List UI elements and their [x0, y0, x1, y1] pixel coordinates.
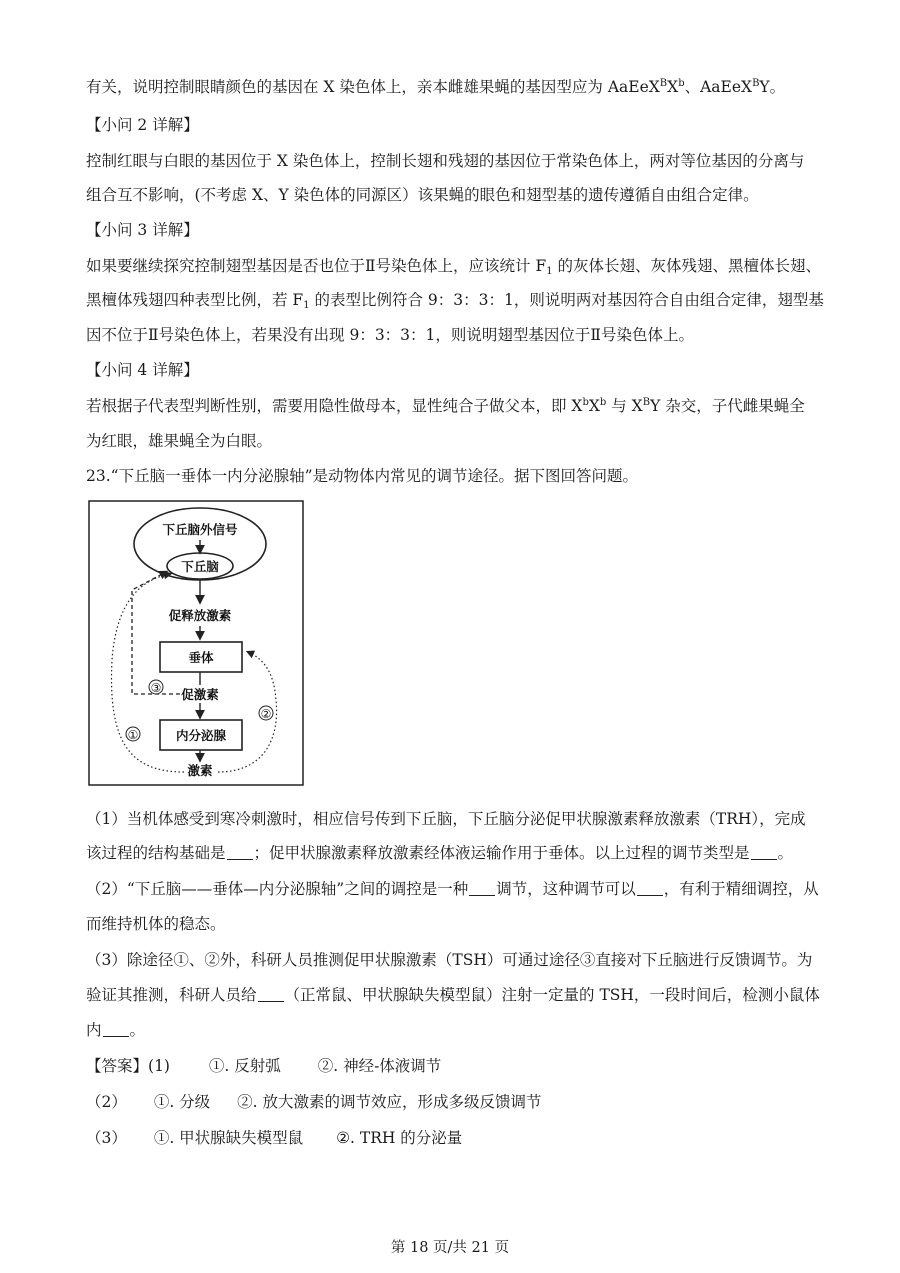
section-heading: 【小问 2 详解】 [86, 116, 199, 134]
answer-blank [258, 987, 284, 1002]
text-line: 组合互不影响，(不考虑 X、Y 染色体的同源区）该果蝇的眼色和翅型基的遗传遵循自由组合定律。 [86, 186, 759, 204]
subquestion-2: （2）“下丘脑——垂体—内分泌腺轴”之间的调控是一种 调节，这种调节可以 ，有利于精细调控，从 [86, 880, 819, 898]
gland-label: 内分泌腺 [175, 728, 227, 743]
answer-blank [227, 845, 253, 860]
hpa-axis-diagram [88, 500, 306, 788]
page-footer: 第 18 页/共 21 页 [390, 1240, 510, 1256]
answer-row-2: （2） ①. 分级 ②. 放大激素的调节效应，形成多级反馈调节 [86, 1093, 542, 1111]
outer-signal-label: 下丘脑外信号 [162, 522, 238, 537]
subquestion-1: （1）当机体感受到寒冷刺激时，相应信号传到下丘脑，下丘脑分泌促甲状腺激素释放激素（TRH），完成 [86, 810, 806, 828]
answer-blank [469, 881, 495, 896]
answer-blank [637, 881, 663, 896]
section-heading: 【小问 3 详解】 [86, 221, 199, 239]
path1-label: ① [127, 728, 139, 742]
answer-row-1: 【答案】(1) ①. 反射弧 ②. 神经-体液调节 [86, 1057, 442, 1075]
question-23: 23.“下丘脑一垂体一内分泌腺轴”是动物体内常见的调节途径。据下图回答问题。 [86, 467, 639, 485]
subquestion-1-cont: 该过程的结构基础是 ；促甲状腺激素释放激素经体液运输作用于垂体。以上过程的调节类型是 。 [86, 844, 794, 862]
path2-label: ② [260, 707, 272, 721]
section-heading: 【小问 4 详解】 [86, 361, 199, 379]
text-line: 控制红眼与白眼的基因位于 X 染色体上，控制长翅和残翅的基因位于常染色体上，两对等位基因的分离与 [86, 152, 805, 170]
answer-row-3: （3） ①. 甲状腺缺失模型鼠 ②. TRH 的分泌量 [86, 1129, 463, 1147]
subquestion-3-cont: 验证其推测，科研人员给 （正常鼠、甲状腺缺失模型鼠）注射一定量的 TSH，一段时间后，检测小鼠体 [86, 986, 820, 1004]
tropic-hormone-label: 促激素 [181, 687, 219, 702]
answer-blank [103, 1022, 129, 1037]
text-line: 因不位于Ⅱ号染色体上，若果没有出现 9：3：3：1，则说明翅型基因位于Ⅱ号染色体上。 [86, 326, 694, 344]
text-line: 若根据子代表型判断性别，需要用隐性做母本，显性纯合子做父本，即 $X^bX^b$ 与 $X^BY$ 杂交，子代雌果蝇全 [86, 397, 805, 415]
subquestion-2-cont: 而维持机体的稳态。 [86, 915, 226, 933]
text-line: 如果要继续探究控制翅型基因是否也位于Ⅱ号染色体上，应该统计 $F_1$ 的灰体长翅、灰体残翅、黑檀体长翅、 [86, 257, 822, 277]
path1-arrow [112, 574, 184, 772]
releasing-hormone-label: 促释放激素 [168, 608, 232, 623]
hypothalamus-label: 下丘脑 [181, 559, 219, 574]
text-line: 黑檀体残翅四种表型比例，若 $F_1$ 的表型比例符合 9：3：3：1，则说明两对基因符合自由组合定律，翅型基 [86, 291, 824, 311]
hormone-label: 激素 [187, 763, 213, 778]
subquestion-3-end: 内 。 [86, 1021, 146, 1039]
answer-blank [751, 845, 777, 860]
subquestion-3: （3）除途径①、②外，科研人员推测促甲状腺激素（TSH）可通过途径③直接对下丘脑进行反馈调节。为 [86, 951, 813, 969]
text-line: 为红眼，雄果蝇全为白眼。 [86, 432, 273, 450]
path3-label: ③ [150, 681, 162, 695]
text-line: 有关，说明控制眼睛颜色的基因在 X 染色体上，亲本雌雄果蝇的基因型应为 $AaEeX^BX^b$、AaEeX$^B$Y。 [86, 78, 786, 96]
path3-arrow [132, 572, 180, 694]
pituitary-label: 垂体 [188, 650, 214, 665]
